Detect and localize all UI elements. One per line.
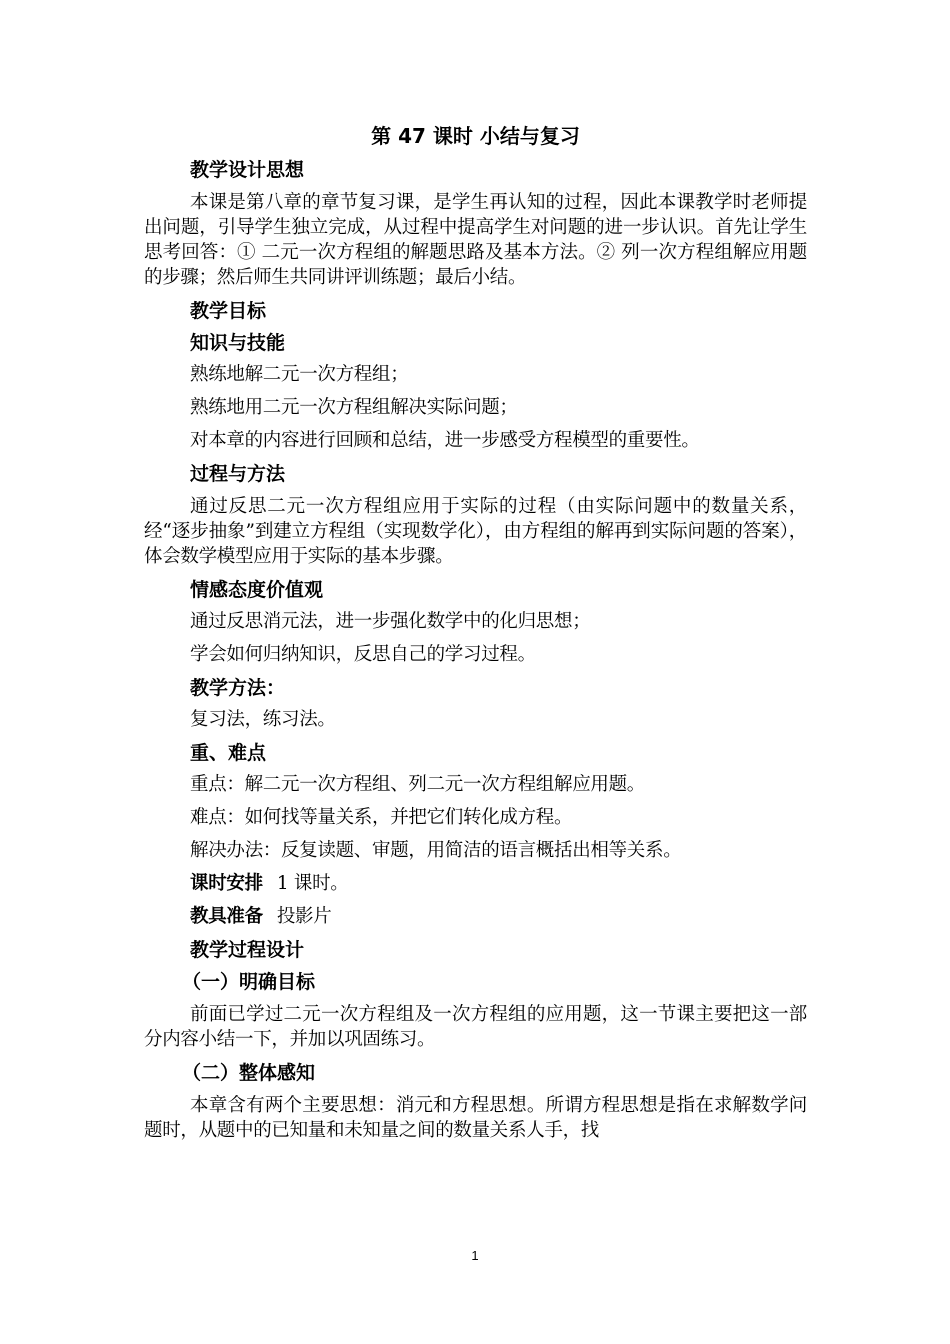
schedule-line	[144, 872, 807, 896]
emotion-heading: 情感态度价值观	[190, 579, 324, 601]
schedule-value: 1 课时。	[276, 873, 349, 894]
method-heading: 教学方法：	[190, 677, 286, 699]
knowledge-heading: 知识与技能	[190, 332, 286, 354]
schedule-label: 课时安排	[190, 873, 263, 894]
process-heading: 过程与方法	[190, 463, 286, 485]
process-paragraph: 通过反思二元一次方程组应用于实际的过程（由实际问题中的数量关系，经“逐步抽象”到建立方程组（实现数学化），由方程组的解再到实际问题的答案），体会数学模型应用于实际的基本步骤。	[144, 496, 807, 567]
key-item: 难点：如何找等量关系，并把它们转化成方程。	[190, 807, 573, 828]
part2-paragraph: 本章含有两个主要思想：消元和方程思想。所谓方程思想是指在求解数学问题时，从题中的已知量和未知量之间的数量关系人手，找	[144, 1095, 807, 1141]
document-body	[144, 120, 807, 1152]
tools-line	[144, 905, 807, 929]
knowledge-item: 对本章的内容进行回顾和总结，进一步感受方程模型的重要性。	[190, 430, 700, 451]
knowledge-item: 熟练地用二元一次方程组解决实际问题；	[190, 397, 518, 418]
tools-value: 投影片	[276, 906, 332, 927]
part2-heading: （二）整体感知	[182, 1062, 316, 1084]
page-number: 1	[471, 1248, 479, 1263]
part1-heading: （一）明确目标	[182, 971, 316, 993]
goals-heading: 教学目标	[190, 300, 267, 322]
design-idea-paragraph: 本课是第八章的章节复习课，是学生再认知的过程，因此本课教学时老师提出问题，引导学生独立完成，从过程中提高学生对问题的进一步认识。首先让学生思考回答：① 二元一次方程组的解题思路及基本方法。② 列一次方程组解应用题的步骤；然后师生共同讲评训练题；最后小结。	[144, 192, 807, 288]
tools-label: 教具准备	[190, 906, 263, 927]
key-item: 重点：解二元一次方程组、列二元一次方程组解应用题。	[190, 774, 646, 795]
key-heading: 重、难点	[190, 742, 267, 764]
method-text: 复习法，练习法。	[190, 709, 336, 730]
design-idea-heading: 教学设计思想	[190, 159, 305, 181]
part1-paragraph: 前面已学过二元一次方程组及一次方程组的应用题，这一节课主要把这一部分内容小结一下，并加以巩固练习。	[144, 1004, 807, 1050]
knowledge-item: 熟练地解二元一次方程组；	[190, 364, 409, 385]
emotion-item: 通过反思消元法，进一步强化数学中的化归思想；	[190, 611, 591, 632]
emotion-item: 学会如何归纳知识，反思自己的学习过程。	[190, 644, 536, 665]
process-design-heading: 教学过程设计	[190, 939, 305, 961]
key-item: 解决办法：反复读题、审题，用简洁的语言概括出相等关系。	[190, 840, 682, 861]
page-title: 第 47 课时 小结与复习	[371, 124, 580, 148]
